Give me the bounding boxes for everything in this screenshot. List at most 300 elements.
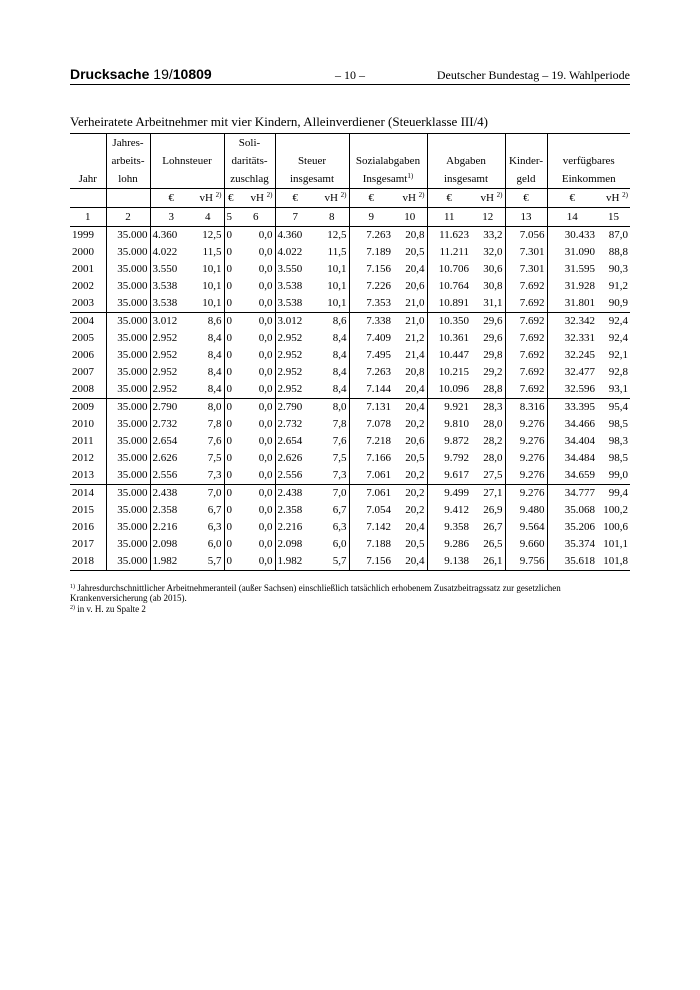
table-cell: 9.358 — [444, 521, 469, 533]
table-cell: 9.276 — [505, 467, 547, 485]
table-cell: 10.361 — [438, 332, 469, 344]
table-cell: 2.098 — [277, 538, 303, 550]
table-cell: 21,4 — [393, 347, 427, 364]
table-cell: 0,0 — [237, 467, 275, 485]
table-cell: 4.360 — [152, 229, 178, 241]
table-cell: 2.626 — [277, 452, 303, 464]
table-cell: 10,1 — [315, 278, 349, 295]
table-row — [70, 347, 630, 364]
table-cell: 98,5 — [608, 452, 628, 464]
table-cell: 9.921 — [427, 399, 471, 417]
footnote-ref-2: 2) — [622, 190, 628, 199]
table-cell: 7,8 — [192, 416, 224, 433]
table-cell: 0 — [224, 467, 237, 485]
table-cell: 0 — [224, 553, 237, 571]
footnote-ref-2: 2) — [215, 190, 222, 199]
table-row — [70, 399, 630, 417]
table-cell: 0,0 — [237, 502, 275, 519]
table-row — [70, 433, 630, 450]
table-cell: 35.206 — [564, 521, 595, 533]
table-cell: 2016 — [70, 519, 106, 536]
table-cell: 10,1 — [315, 261, 349, 278]
table-cell: 0 — [224, 227, 237, 245]
table-cell: 2.098 — [152, 538, 178, 550]
table-cell: 35.000 — [106, 364, 150, 381]
col-head-abgaben-1: Abgaben — [427, 152, 505, 170]
table-cell: 10.215 — [438, 366, 469, 378]
table-cell: 2002 — [70, 278, 106, 295]
table-cell: 7.131 — [349, 399, 393, 417]
table-cell: 7.692 — [505, 364, 547, 381]
table-cell: 99,0 — [608, 469, 628, 481]
table-cell: 90,9 — [608, 297, 628, 309]
table-cell: 28,0 — [471, 416, 505, 433]
table-cell: 2017 — [70, 536, 106, 553]
table-cell: 20,8 — [393, 227, 427, 245]
table-cell: 0,0 — [237, 244, 275, 261]
table-cell: 28,0 — [471, 450, 505, 467]
table-cell: 2001 — [70, 261, 106, 278]
table-cell: 6,3 — [315, 519, 349, 536]
table-cell: 8,4 — [315, 381, 349, 399]
table-cell: 2.654 — [152, 435, 178, 447]
table-cell: 0,0 — [237, 399, 275, 417]
table-cell: 29,8 — [471, 347, 505, 364]
table-cell: 8,6 — [315, 313, 349, 331]
table-cell: 7,5 — [315, 450, 349, 467]
table-cell: 4.022 — [277, 246, 303, 258]
table-cell: 8,0 — [192, 399, 224, 417]
table-cell: 2.952 — [277, 349, 303, 361]
page-number: – 10 – — [335, 68, 365, 82]
unit-vh — [315, 189, 349, 208]
table-cell: 2.216 — [152, 521, 178, 533]
footnote-ref-1: 1) — [407, 171, 414, 180]
table-cell: 35.000 — [106, 467, 150, 485]
table-cell: 2000 — [70, 244, 106, 261]
table-cell: 7.061 — [349, 485, 393, 503]
unit-vh-label: vH — [402, 191, 416, 204]
table-cell: 91,2 — [608, 280, 628, 292]
table-cell: 2004 — [70, 313, 106, 331]
col-head-soli-2: daritäts- — [224, 152, 275, 170]
table-cell: 9.756 — [505, 553, 547, 571]
table-cell: 5,7 — [315, 553, 349, 571]
col-head-soli-3: zuschlag — [224, 170, 275, 189]
table-cell: 0 — [224, 519, 237, 536]
table-cell: 12,5 — [192, 227, 224, 245]
table-cell: 98,5 — [608, 418, 628, 430]
table-row — [70, 295, 630, 313]
table-row — [70, 313, 630, 331]
table-cell: 0 — [224, 502, 237, 519]
table-row — [70, 502, 630, 519]
table-cell: 0,0 — [237, 347, 275, 364]
table-cell: 31,1 — [471, 295, 505, 313]
column-number: 10 — [393, 208, 427, 227]
table-cell: 7.692 — [505, 313, 547, 331]
table-cell: 31.595 — [564, 263, 595, 275]
table-cell: 35.000 — [106, 313, 150, 331]
table-cell: 4.022 — [152, 246, 178, 258]
table-header — [70, 134, 630, 227]
table-cell: 0 — [224, 416, 237, 433]
table-cell: 9.276 — [505, 485, 547, 503]
col-head-soli-1: Soli- — [224, 134, 275, 153]
table-cell: 9.276 — [505, 433, 547, 450]
unit-vh-label: vH — [250, 191, 264, 204]
table-cell: 10,1 — [192, 278, 224, 295]
table-cell: 12,5 — [315, 227, 349, 245]
table-cell: 7.692 — [505, 295, 547, 313]
table-cell: 0 — [224, 381, 237, 399]
col-head-kindergeld-2: geld — [505, 170, 547, 189]
col-head-steuer-1: Steuer — [275, 152, 349, 170]
table-cell: 101,1 — [603, 538, 628, 550]
table-cell: 92,1 — [608, 349, 628, 361]
table-cell: 30,8 — [471, 278, 505, 295]
unit-vh-label: vH — [199, 191, 213, 204]
unit-vh — [237, 189, 275, 208]
footnote-ref-2: 2) — [418, 190, 425, 199]
table-cell: 7.301 — [505, 261, 547, 278]
table-cell: 35.000 — [106, 416, 150, 433]
table-cell: 35.000 — [106, 295, 150, 313]
table-cell: 35.000 — [106, 347, 150, 364]
table-cell: 7.061 — [366, 469, 391, 481]
table-cell: 7.338 — [349, 313, 393, 331]
table-cell: 7,3 — [192, 467, 224, 485]
table-cell: 35.000 — [106, 485, 150, 503]
table-cell: 10.096 — [438, 383, 469, 395]
table-cell: 28,8 — [471, 381, 505, 399]
column-number: 6 — [237, 208, 275, 227]
table-cell: 20,5 — [393, 450, 427, 467]
doc-prefix: Drucksache — [70, 66, 150, 82]
table-cell: 2.952 — [152, 349, 178, 361]
column-number: 14 — [547, 208, 597, 227]
table-cell: 9.276 — [505, 450, 547, 467]
table-cell: 1.982 — [150, 553, 192, 571]
unit-vh-label: vH — [480, 191, 494, 204]
table-cell: 7,6 — [315, 433, 349, 450]
table-cell: 7.078 — [366, 418, 391, 430]
table-cell: 7,8 — [315, 416, 349, 433]
table-cell: 7.144 — [366, 383, 391, 395]
table-cell: 32.331 — [564, 332, 595, 344]
table-cell: 2.732 — [277, 418, 303, 430]
table-cell: 26,1 — [471, 553, 505, 571]
column-number: 15 — [597, 208, 630, 227]
unit-vh-label: vH — [324, 191, 338, 204]
table-cell: 8,4 — [315, 347, 349, 364]
table-cell: 20,6 — [393, 278, 427, 295]
table-cell: 2003 — [70, 295, 106, 313]
table-cell: 8,4 — [315, 330, 349, 347]
unit-vh-label: vH — [605, 191, 620, 204]
table-caption: Verheiratete Arbeitnehmer mit vier Kindern, Alleinverdiener (Steuerklasse III/4) — [70, 114, 489, 129]
table-cell: 20,5 — [393, 244, 427, 261]
table-cell: 2.952 — [277, 366, 303, 378]
unit-vh — [393, 189, 427, 208]
table-cell: 7.353 — [366, 297, 391, 309]
table-row — [70, 467, 630, 485]
table-cell: 7.301 — [505, 244, 547, 261]
table-cell: 7.226 — [366, 280, 391, 292]
table-cell: 7.692 — [505, 330, 547, 347]
table-cell: 2.654 — [277, 435, 303, 447]
table-cell: 6,3 — [192, 519, 224, 536]
table-cell: 2006 — [70, 347, 106, 364]
table-cell: 1999 — [70, 227, 106, 245]
col-head-abgaben-2: insgesamt — [427, 170, 505, 189]
table-cell: 2.626 — [152, 452, 178, 464]
column-number: 4 — [192, 208, 224, 227]
table-cell: 7.409 — [366, 332, 391, 344]
table-cell: 26,5 — [471, 536, 505, 553]
table-cell: 26,9 — [471, 502, 505, 519]
table-cell: 6,0 — [315, 536, 349, 553]
table-cell: 8,6 — [192, 313, 224, 331]
table-cell: 7.142 — [366, 521, 391, 533]
table-cell: 3.538 — [152, 297, 178, 309]
table-cell: 30,6 — [471, 261, 505, 278]
table-cell: 1.982 — [275, 553, 315, 571]
table-cell: 35.000 — [106, 244, 150, 261]
table-cell: 3.538 — [277, 280, 303, 292]
col-head-sozial-2: Insgesamt$^{1)}$ — [349, 170, 427, 189]
table-cell: 7.056 — [505, 227, 547, 245]
column-number: 2 — [106, 208, 150, 227]
unit-vh — [597, 189, 630, 208]
table-cell: 9.138 — [427, 553, 471, 571]
footnote-ref-2: 2) — [496, 190, 503, 199]
footnote-1 — [70, 583, 630, 603]
table-cell: 100,2 — [603, 504, 628, 516]
table-cell: 2014 — [70, 485, 106, 503]
footnote-mark-2: 2) — [70, 605, 75, 611]
doc-num-plain: 19/ — [153, 66, 173, 82]
table-cell: 2.556 — [152, 469, 178, 481]
table-cell: 2.952 — [277, 332, 303, 344]
table-row — [70, 450, 630, 467]
unit-empty — [106, 189, 150, 208]
table-cell: 9.286 — [444, 538, 469, 550]
table-cell: 7.156 — [349, 553, 393, 571]
unit-euro: € — [224, 189, 237, 208]
table-cell: 34.659 — [564, 469, 595, 481]
table-cell: 21,2 — [393, 330, 427, 347]
unit-euro: € — [505, 189, 547, 208]
column-number: 7 — [275, 208, 315, 227]
table-cell: 11.211 — [439, 246, 469, 258]
col-head-jahresarbeitslohn-1: Jahres- — [106, 134, 150, 153]
table-cell: 29,2 — [471, 364, 505, 381]
table-cell: 0,0 — [237, 227, 275, 245]
table-cell: 10,1 — [315, 295, 349, 313]
table-cell: 31.090 — [564, 246, 595, 258]
table-cell: 0 — [224, 278, 237, 295]
table-cell: 0,0 — [237, 313, 275, 331]
table-cell: 35.000 — [106, 553, 150, 571]
header-rule — [70, 84, 630, 85]
table-cell: 9.480 — [505, 502, 547, 519]
table-cell: 20,2 — [393, 502, 427, 519]
column-number: 12 — [471, 208, 505, 227]
table-row — [70, 485, 630, 503]
table-cell: 7.263 — [366, 229, 391, 241]
table-cell: 7,0 — [192, 485, 224, 503]
table-cell: 7.218 — [366, 435, 391, 447]
table-cell: 2018 — [70, 553, 106, 571]
column-number: 1 — [70, 208, 106, 227]
table-cell: 7.188 — [366, 538, 391, 550]
table-cell: 3.012 — [275, 313, 315, 331]
table-cell: 7.692 — [505, 381, 547, 399]
table-cell: 35.000 — [106, 536, 150, 553]
table-cell: 29,6 — [471, 313, 505, 331]
table-cell: 11,5 — [315, 244, 349, 261]
col-head-lohnsteuer: Lohnsteuer — [150, 152, 224, 170]
table-cell: 28,3 — [471, 399, 505, 417]
footnote-text-2: in v. H. zu Spalte 2 — [77, 604, 146, 614]
table-cell: 3.550 — [277, 263, 303, 275]
unit-vh — [192, 189, 224, 208]
table-cell: 10.350 — [427, 313, 471, 331]
table-cell: 27,5 — [471, 467, 505, 485]
table-cell: 35.068 — [564, 504, 595, 516]
table-cell: 0 — [224, 244, 237, 261]
table-cell: 35.000 — [106, 261, 150, 278]
table-cell: 88,8 — [608, 246, 628, 258]
table-row — [70, 364, 630, 381]
table-cell: 35.000 — [106, 399, 150, 417]
table-cell: 20,2 — [393, 485, 427, 503]
table-cell: 35.000 — [106, 433, 150, 450]
table-cell: 35.000 — [106, 330, 150, 347]
table-cell: 92,4 — [597, 313, 630, 331]
table-cell: 7,6 — [192, 433, 224, 450]
doc-num-bold: 10809 — [172, 66, 212, 82]
col-head-steuer-2: insgesamt — [275, 170, 349, 189]
table-cell: 8,4 — [192, 330, 224, 347]
col-head-verfuegbar-2: Einkommen — [547, 170, 630, 189]
table-cell: 35.000 — [106, 381, 150, 399]
table-cell: 20,8 — [393, 364, 427, 381]
table-cell: 0,0 — [237, 433, 275, 450]
table-cell: 90,3 — [608, 263, 628, 275]
table-cell: 87,0 — [608, 229, 628, 241]
table-cell: 8,0 — [315, 399, 349, 417]
table-cell: 20,5 — [393, 536, 427, 553]
table-cell: 0 — [224, 450, 237, 467]
table-cell: 20,4 — [393, 261, 427, 278]
table-cell: 2011 — [70, 433, 106, 450]
table-cell: 11,5 — [192, 244, 224, 261]
table-cell: 2.358 — [152, 504, 178, 516]
table-cell: 2.358 — [277, 504, 303, 516]
table-cell: 2.952 — [277, 383, 303, 395]
table-cell: 6,7 — [315, 502, 349, 519]
table-cell: 0,0 — [237, 553, 275, 571]
table-cell: 9.617 — [444, 469, 469, 481]
table-cell: 2.438 — [275, 485, 315, 503]
table-cell: 35.000 — [106, 502, 150, 519]
table-cell: 2.952 — [152, 332, 178, 344]
footnote-ref-2: 2) — [340, 190, 347, 199]
column-number-row — [70, 208, 630, 227]
table-cell: 32,0 — [471, 244, 505, 261]
table-cell: 99,4 — [597, 485, 630, 503]
table-cell: 6,0 — [192, 536, 224, 553]
table-cell: 2.556 — [277, 469, 303, 481]
table-cell: 35.000 — [106, 227, 150, 245]
table-cell: 7.495 — [366, 349, 391, 361]
table-cell: 0 — [224, 261, 237, 278]
table-cell: 26,7 — [471, 519, 505, 536]
table-cell: 20,4 — [393, 519, 427, 536]
table-row — [70, 536, 630, 553]
table-cell: 34.404 — [564, 435, 595, 447]
table-cell: 2012 — [70, 450, 106, 467]
table-cell: 2.952 — [152, 383, 178, 395]
table-cell: 9.499 — [427, 485, 471, 503]
table-cell: 32.342 — [547, 313, 597, 331]
table-cell: 10,1 — [192, 261, 224, 278]
table-cell: 3.538 — [277, 297, 303, 309]
table-cell: 0,0 — [237, 536, 275, 553]
table-cell: 21,0 — [393, 295, 427, 313]
unit-euro: € — [150, 189, 192, 208]
table-row — [70, 261, 630, 278]
table-cell: 3.550 — [152, 263, 178, 275]
table-cell: 34.484 — [564, 452, 595, 464]
table-cell: 2009 — [70, 399, 106, 417]
table-cell: 32.596 — [564, 383, 595, 395]
column-number: 8 — [315, 208, 349, 227]
table-cell: 27,1 — [471, 485, 505, 503]
table-cell: 2.790 — [275, 399, 315, 417]
table-cell: 2.216 — [277, 521, 303, 533]
table-cell: 101,8 — [597, 553, 630, 571]
table-cell: 0,0 — [237, 485, 275, 503]
table-body — [70, 227, 630, 571]
table-cell: 9.564 — [505, 519, 547, 536]
table-row — [70, 381, 630, 399]
unit-vh — [471, 189, 505, 208]
table-row — [70, 244, 630, 261]
table-cell: 2015 — [70, 502, 106, 519]
table-cell: 92,4 — [608, 332, 628, 344]
table-cell: 7,3 — [315, 467, 349, 485]
table-cell: 98,3 — [608, 435, 628, 447]
table-cell: 0,0 — [237, 416, 275, 433]
table-row — [70, 553, 630, 571]
table-cell: 8,4 — [192, 364, 224, 381]
table-cell: 0 — [224, 313, 237, 331]
unit-euro: € — [427, 189, 471, 208]
table-cell: 9.660 — [505, 536, 547, 553]
table-cell: 8,4 — [192, 381, 224, 399]
table-cell: 30.433 — [564, 229, 595, 241]
table-cell: 32.245 — [564, 349, 595, 361]
table-cell: 0 — [224, 485, 237, 503]
table-cell: 0,0 — [237, 330, 275, 347]
table-cell: 2.732 — [152, 418, 178, 430]
table-cell: 35.000 — [106, 278, 150, 295]
table-cell: 2005 — [70, 330, 106, 347]
table-cell: 20,4 — [393, 399, 427, 417]
